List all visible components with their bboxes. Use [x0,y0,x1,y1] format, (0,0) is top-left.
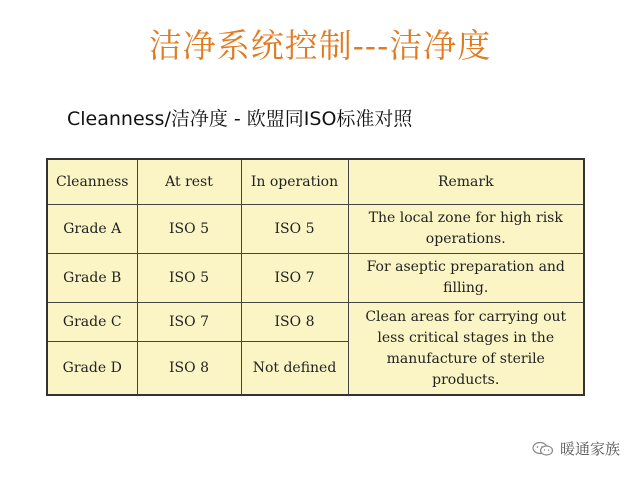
at-rest-cell: ISO 7 [137,303,241,342]
in-operation-cell: ISO 5 [241,205,348,254]
table-row [47,205,584,254]
at-rest-cell: ISO 5 [137,254,241,303]
header-in-operation: In operation [241,159,348,205]
at-rest-cell: ISO 8 [137,342,241,396]
wechat-icon [532,441,554,457]
watermark [532,438,620,459]
grade-cell: Grade A [47,205,137,254]
in-operation-cell: ISO 7 [241,254,348,303]
watermark-text: 暖通家族 [559,440,620,458]
remark-cell: The local zone for high risk operations. [348,205,584,254]
header-remark: Remark [348,159,584,205]
header-at-rest: At rest [137,159,241,205]
in-operation-cell: ISO 8 [241,303,348,342]
slide-subtitle: Cleanness/洁净度 - 欧盟同ISO标准对照 [67,108,413,130]
remark-cell: For aseptic preparation and filling. [348,254,584,303]
header-cleanness: Cleanness [47,159,137,205]
table-header-row [47,159,584,205]
cleanness-table [46,158,585,396]
in-operation-cell: Not defined [241,342,348,396]
table-row [47,254,584,303]
slide-title: 洁净系统控制---洁净度 [148,26,492,65]
grade-cell: Grade C [47,303,137,342]
grade-cell: Grade B [47,254,137,303]
remark-cell-merged: Clean areas for carrying out less critical stages in the manufacture of sterile products. [348,303,584,396]
table-row [47,303,584,342]
at-rest-cell: ISO 5 [137,205,241,254]
grade-cell: Grade D [47,342,137,396]
